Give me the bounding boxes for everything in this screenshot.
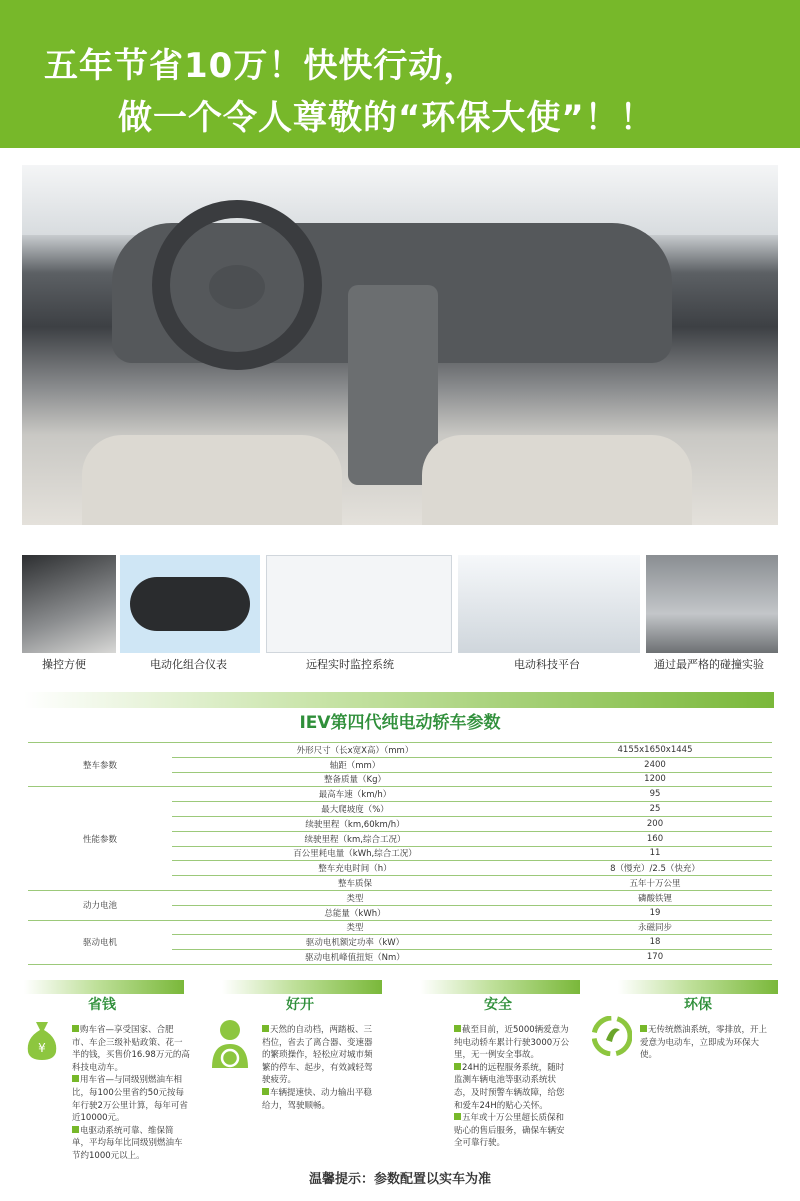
row-value: 2400 [538, 757, 772, 772]
car-interior-photo [22, 165, 778, 525]
caption-remote: 远程实时监控系统 [306, 658, 394, 671]
headline-line-1: 五年节省10万！快快行动， [44, 46, 479, 86]
gear-shift-photo [22, 555, 116, 653]
row-value: 五年十万公里 [538, 876, 772, 891]
feature-save-para-1: 购车省—享受国家、合肥市、车企三级补贴政策、花一半的钱，买售价16.98万元的高科技电动车。 [72, 1025, 190, 1073]
group-performance: 性能参数 [28, 787, 172, 891]
feature-save-para-3: 电驱动系统可靠、维保简单，平均每年比同级别燃油车节约1000元以上。 [72, 1125, 183, 1161]
footer-note: 温馨提示：参数配置以实车为准 [308, 1172, 491, 1187]
recycle-icon [592, 1016, 632, 1056]
driver-icon [208, 1018, 252, 1070]
feature-text-save [72, 1024, 190, 1163]
ev-platform-photo [458, 555, 640, 653]
group-motor: 驱动电机 [28, 920, 172, 964]
row-name: 整车充电时间（h） [172, 861, 538, 876]
row-value: 8（慢充）/2.5（快充） [538, 861, 772, 876]
row-value: 170 [538, 950, 772, 965]
row-name: 续驶里程（km,60km/h） [172, 816, 538, 831]
table-row [28, 787, 772, 802]
row-value: 25 [538, 802, 772, 817]
row-value: 11 [538, 846, 772, 861]
row-name: 驱动电机峰值扭矩（Nm） [172, 950, 538, 965]
feature-save-para-2: 用车省—与同级别燃油车相比，每100公里省约50元按每年行驶2万公里计算，每年可省近10000元。 [72, 1075, 188, 1124]
row-value: 160 [538, 831, 772, 846]
row-name: 轴距（mm） [172, 757, 538, 772]
table-row [28, 743, 772, 758]
svg-text:¥: ¥ [38, 1041, 46, 1055]
money-bag-icon [24, 1020, 60, 1062]
row-value: 200 [538, 816, 772, 831]
row-name: 续驶里程（km,综合工况） [172, 831, 538, 846]
row-value: 95 [538, 787, 772, 802]
row-name: 外形尺寸（长x宽X高）（mm） [172, 743, 538, 758]
row-value: 磷酸铁锂 [538, 890, 772, 905]
row-value: 永磁同步 [538, 920, 772, 935]
feature-title-eco: 环保 [684, 997, 712, 1013]
spec-table [28, 742, 772, 965]
caption-crash: 通过最严格的碰撞实验 [654, 658, 764, 671]
table-title: IEV第四代纯电动轿车参数 [299, 713, 501, 733]
group-vehicle: 整车参数 [28, 743, 172, 787]
row-name: 驱动电机额定功率（kW） [172, 935, 538, 950]
instrument-cluster-photo [120, 555, 260, 653]
feature-title-drive: 好开 [286, 997, 314, 1013]
caption-platform: 电动科技平台 [514, 658, 580, 671]
feature-title-safe: 安全 [484, 997, 512, 1013]
row-name: 类型 [172, 890, 538, 905]
feature-safe-para-2: 24H的远程服务系统，随时监测车辆电池等驱动系统状态，及时预警车辆故障，给您和爱车24H的贴心关怀。 [454, 1062, 565, 1111]
table-row [28, 920, 772, 935]
feature-text-drive [262, 1024, 380, 1112]
caption-control: 操控方便 [42, 658, 86, 671]
row-name: 总能量（kWh） [172, 905, 538, 920]
row-value: 4155x1650x1445 [538, 743, 772, 758]
row-value: 19 [538, 905, 772, 920]
crash-test-photo [646, 555, 778, 653]
remote-monitoring-diagram [266, 555, 452, 653]
row-value: 1200 [538, 772, 772, 787]
row-name: 整车质保 [172, 876, 538, 891]
feature-drive-para-2: 车辆提速快、动力输出平稳给力，驾驶顺畅。 [262, 1087, 373, 1111]
row-name: 百公里耗电量（kWh,综合工况） [172, 846, 538, 861]
feature-drive-para-1: 天然的自动档，两踏板、三档位，省去了离合器、变速器的繁琐操作，轻松应对城市频繁的停车、起步，有效减轻驾驶疲劳。 [262, 1025, 373, 1086]
feature-safe-para-3: 五年或十万公里超长质保和贴心的售后服务，确保车辆安全可靠行驶。 [454, 1113, 565, 1149]
row-value: 18 [538, 935, 772, 950]
feature-thumbnails [22, 555, 778, 655]
row-name: 整备质量（Kg） [172, 772, 538, 787]
row-name: 类型 [172, 920, 538, 935]
caption-cluster: 电动化组合仪表 [150, 658, 227, 671]
feature-safe-para-1: 截至目前，近5000辆爱意为纯电动轿车累计行驶3000万公里，无一例安全事故。 [454, 1025, 570, 1061]
feature-text-safe [454, 1024, 572, 1150]
feature-text-eco [640, 1024, 770, 1062]
row-name: 最大爬坡度（%） [172, 802, 538, 817]
row-name: 最高车速（km/h） [172, 787, 538, 802]
table-row [28, 890, 772, 905]
feature-eco-para-1: 无传统燃油系统，零排放，开上爱意为电动车，立即成为环保大使。 [640, 1025, 768, 1061]
group-battery: 动力电池 [28, 890, 172, 920]
feature-title-save: 省钱 [88, 997, 116, 1013]
headline-line-2: 做一个令人尊敬的“环保大使”！！ [118, 98, 655, 138]
